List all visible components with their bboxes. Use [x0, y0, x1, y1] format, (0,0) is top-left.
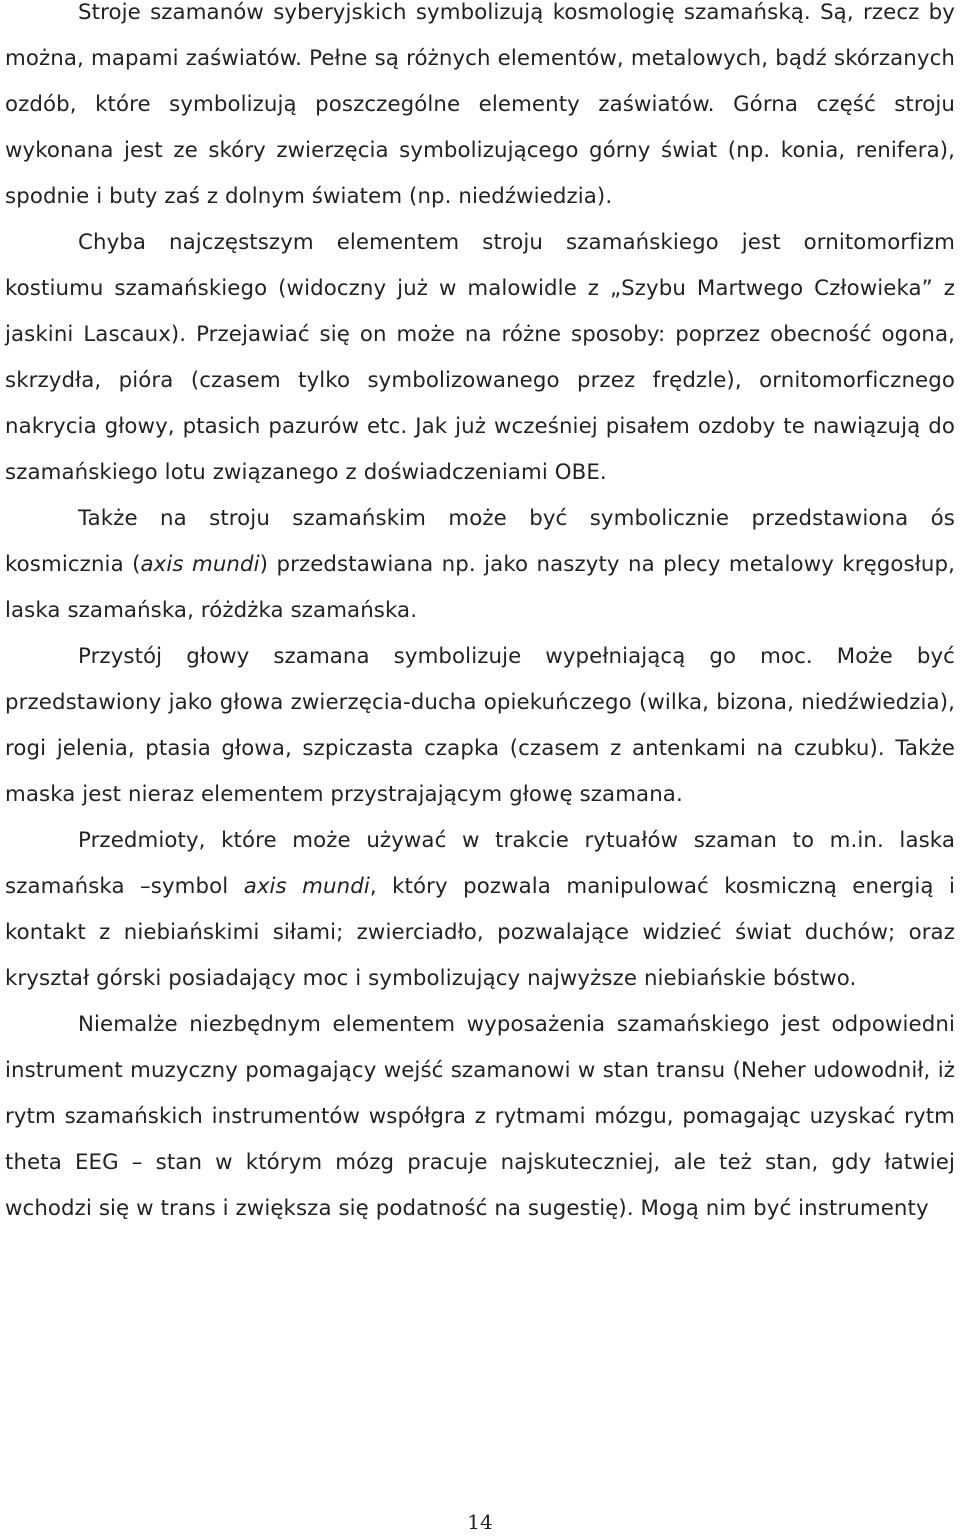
italic-term: axis mundi — [243, 874, 370, 899]
paragraph-p2 — [5, 220, 955, 496]
page-number: 14 — [467, 1510, 493, 1534]
text-segment: ) przedstawiana np. jako naszyty na plecy metalowy kręgosłup, laska szamańska, różdżka szamańska. — [5, 552, 955, 623]
text-segment: Chyba najczęstszym elementem stroju szamańskiego jest ornitomorfizm kostiumu szamańskiego (widoczny już w malowidle z „Szybu Martwego Człowieka” z jaskini Lascaux). Przejawiać się on może na różne sposoby: poprzez obecność ogona, skrzydła, pióra (czasem tylko symbolizowanego przez frędzle), ornitomorficznego nakrycia głowy, ptasich pazurów etc. Jak już wcześniej pisałem ozdoby te nawiązują do szamańskiego lotu związanego z doświadczeniami OBE. — [5, 230, 955, 485]
paragraph-p6 — [5, 1002, 955, 1232]
text-segment: Także na stroju szamańskim może być symbolicznie przedstawiona ós kosmicznia ( — [5, 506, 955, 577]
text-segment: Przedmioty, które może używać w trakcie rytuałów szaman to m.in. laska szamańska –symbol — [5, 828, 955, 899]
body-text — [5, 0, 955, 1232]
text-segment: Stroje szamanów syberyjskich symbolizują kosmologię szamańską. Są, rzecz by można, mapami zaświatów. Pełne są różnych elementów, metalowych, bądź skórzanych ozdób, które symbolizują poszczególne elementy zaświatów. Górna część stroju wykonana jest ze skóry zwierzęcia symbolizującego górny świat (np. konia, renifera), spodnie i buty zaś z dolnym światem (np. niedźwiedzia). — [5, 0, 955, 209]
text-segment: , który pozwala manipulować kosmiczną energią i kontakt z niebiańskimi siłami; zwierciadło, pozwalające widzieć świat duchów; oraz kryształ górski posiadający moc i symbolizujący najwyższe niebiańskie bóstwo. — [5, 874, 955, 991]
italic-term: axis mundi — [140, 552, 260, 577]
paragraph-p1 — [5, 0, 955, 220]
paragraph-p4 — [5, 634, 955, 818]
text-segment: Niemalże niezbędnym elementem wyposażenia szamańskiego jest odpowiedni instrument muzyczny pomagający wejść szamanowi w stan transu (Neher udowodnił, iż rytm szamańskich instrumentów współgra z rytmami mózgu, pomagając uzyskać rytm theta EEG – stan w którym mózg pracuje najskuteczniej, ale też stan, gdy łatwiej wchodzi się w trans i zwiększa się podatność na sugestię). Mogą nim być instrumenty — [5, 1012, 955, 1221]
text-segment: Przystój głowy szamana symbolizuje wypełniającą go moc. Może być przedstawiony jako głowa zwierzęcia-ducha opiekuńczego (wilka, bizona, niedźwiedzia), rogi jelenia, ptasia głowa, szpiczasta czapka (czasem z antenkami na czubku). Także maska jest nieraz elementem przystrajającym głowę szamana. — [5, 644, 955, 807]
paragraph-p3 — [5, 496, 955, 634]
paragraph-p5 — [5, 818, 955, 1002]
